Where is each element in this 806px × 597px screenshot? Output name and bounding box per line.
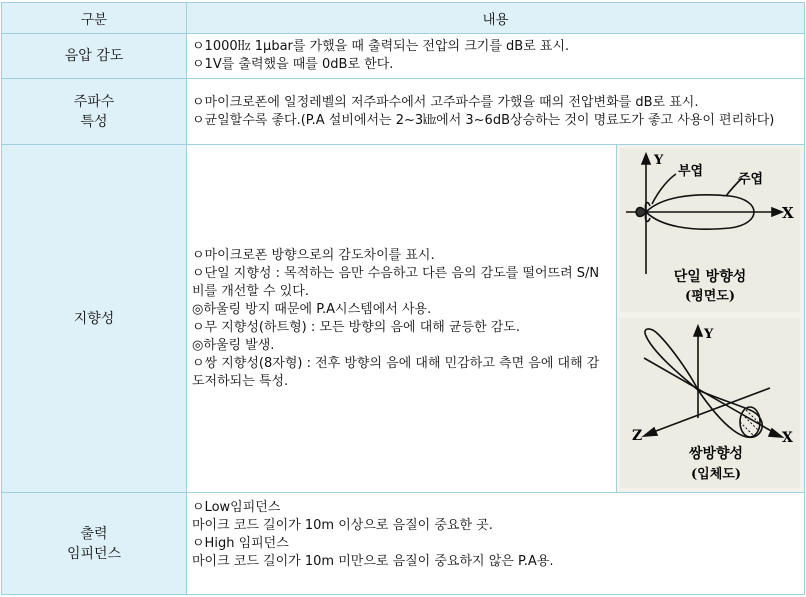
spec-table [1,2,805,595]
content-line: ◎하울링 방지 때문에 P.A시스템에서 사용. [192,301,432,317]
row-content [187,79,805,145]
main-lobe-label: 주엽 [738,172,764,187]
axis-y-label: Y [654,153,664,168]
content-line: 마이크 코드 길이가 10m 미만으로 음질이 중요하지 않은 P.A용. [192,554,554,569]
content-line: ㅇ1V를 출력했을 때를 0dB로 한다. [192,57,394,72]
content-line: ◎하울링 발생. [192,337,275,353]
axis-z-label: Z [632,428,643,444]
category-line: 특성 [80,113,108,130]
content-line: ㅇ균일할수록 좋다.(P.A 설비에서는 2~3㎑에서 3~6dB상승하는 것이 명료도가 좋고 사용이 편리하다) [192,112,775,128]
content-line: ㅇ무 지향성(하트형) : 모든 방향의 음에 대해 균등한 감도. [192,319,520,335]
content-line: ㅇ마이크로폰 방향으로의 감도차이를 표시. [192,247,435,263]
content-line: 마이크 코드 길이가 10m 이상으로 음질이 중요한 곳. [192,518,493,533]
figure-caption-sub: (입체도) [691,467,741,482]
row-category [2,145,187,493]
table-row [2,145,805,493]
row-category [2,493,187,595]
figure-caption-sub: (평면도) [685,289,735,304]
back-lobe-label: 부엽 [678,164,704,179]
content-line: ㅇ1000㎐ 1μbar를 가했을 때 출력되는 전압의 크기를 dB로 표시. [192,39,570,54]
figure-caption: 쌍방향성 [688,446,744,462]
row-content [187,34,805,79]
category-line: 지향성 [73,310,115,327]
content-line: ㅇLow임피던스 [192,500,281,515]
header-category: 구분 [2,3,187,34]
unidirectional-figure [620,148,800,312]
axis-y-label: Y [704,327,714,342]
category-line: 주파수 [73,93,115,110]
bidirectional-figure [620,318,800,488]
figure-caption: 단일 방향성 [673,269,747,285]
header-row [2,3,805,34]
axis-x-label: X [782,204,794,222]
row-content [187,145,617,493]
category-line: 출력 [80,525,108,542]
row-content [187,493,805,595]
category-line: 음압 감도 [64,48,124,64]
content-line: ㅇ단일 지향성 : 목적하는 음만 수음하고 다른 음의 감도를 떨어뜨려 S/N비를 개선할 수 있다. [192,265,600,299]
figure-cell [617,145,805,493]
table-row [2,79,805,145]
header-content: 내용 [187,3,805,34]
content-line: ㅇ쌍 지향성(8자형) : 전후 방향의 음에 대해 민감하고 측면 음에 대해 감도저하되는 특성. [192,355,600,389]
table-row [2,34,805,79]
row-category [2,79,187,145]
category-line: 임피던스 [66,545,122,562]
content-line: ㅇHigh 임피던스 [192,536,289,551]
axis-x-label: X [782,430,793,446]
content-line: ㅇ마이크로폰에 일정레벨의 저주파수에서 고주파수를 가했을 때의 전압변화를 dB로 표시. [192,94,699,110]
row-category [2,34,187,79]
table-row [2,493,805,595]
